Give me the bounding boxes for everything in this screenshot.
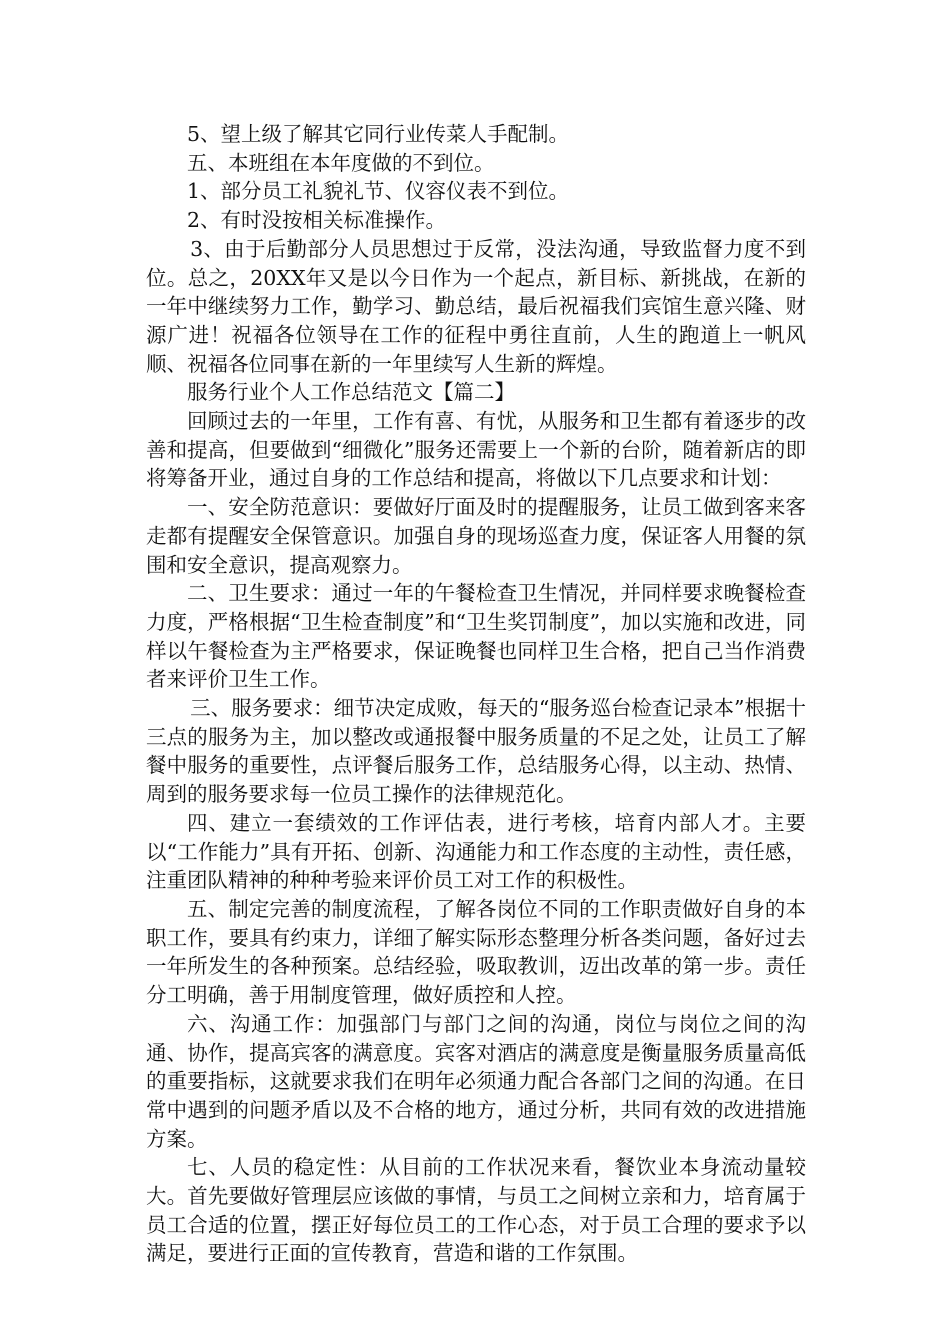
- paragraph-service: 三、服务要求：细节决定成败，每天的“服务巡台检查记录本”根据十三点的服务为主，加以整改或通报餐中服务质量的不足之处，让员工了解餐中服务的重要性，点评餐后服务工作，总结服务心得，以主动、热情、周到的服务要求每一位员工操作的法律规范化。: [146, 696, 806, 807]
- paragraph-review: 回顾过去的一年里，工作有喜、有忧，从服务和卫生都有着逐步的改善和提高，但要做到“细微化”服务还需要上一个新的台阶，随着新店的即将筹备开业，通过自身的工作总结和提高，将做以下几点要求和计划：: [146, 409, 806, 491]
- paragraph-safety: 一、安全防范意识：要做好厅面及时的提醒服务，让员工做到客来客走都有提醒安全保管意识。加强自身的现场巡查力度，保证客人用餐的氛围和安全意识，提高观察力。: [146, 495, 806, 577]
- paragraph-item-1: 1、部分员工礼貌礼节、仪容仪表不到位。: [187, 179, 570, 204]
- section-title-part-two: 服务行业个人工作总结范文【篇二】: [187, 380, 515, 405]
- paragraph-communication: 六、沟通工作：加强部门与部门之间的沟通，岗位与岗位之间的沟通、协作，提高宾客的满意度。宾客对酒店的满意度是衡量服务质量高低的重要指标，这就要求我们在明年必须通力配合各部门之间的沟通。在日常中遇到的问题矛盾以及不合格的地方，通过分析，共同有效的改进措施方案。: [146, 1011, 806, 1151]
- paragraph-staff-stability: 七、人员的稳定性：从目前的工作状况来看，餐饮业本身流动量较大。首先要做好管理层应该做的事情，与员工之间树立亲和力，培育属于员工合适的位置，摆正好每位员工的工作心态，对于员工合理的要求予以满足，要进行正面的宣传教育，营造和谐的工作氛围。: [146, 1155, 806, 1266]
- paragraph-evaluation: 四、建立一套绩效的工作评估表，进行考核，培育内部人才。主要以“工作能力”具有开拓、创新、沟通能力和工作态度的主动性，责任感，注重团队精神的种种考验来评价员工对工作的积极性。: [146, 810, 806, 893]
- paragraph-procedures: 五、制定完善的制度流程，了解各岗位不同的工作职责做好自身的本职工作，要具有约束力，详细了解实际形态整理分析各类问题，备好过去一年所发生的各种预案。总结经验，吸取教训，迈出改革的第一步。责任分工明确，善于用制度管理，做好质控和人控。: [146, 896, 806, 1008]
- paragraph-point-5: 5、望上级了解其它同行业传菜人手配制。: [187, 122, 570, 146]
- document-body: [146, 120, 806, 1268]
- paragraph-hygiene: 二、卫生要求：通过一年的午餐检查卫生情况，并同样要求晚餐检查力度，严格根据“卫生检查制度”和“卫生奖罚制度”，加以实施和改进，同样以午餐检查为主严格要求，保证晚餐也同样卫生合格，把自己当作消费者来评价卫生工作。: [146, 581, 806, 692]
- paragraph-item-3-conclusion: 3、由于后勤部分人员思想过于反常，没法沟通，导致监督力度不到位。总之，20XX年又是以今日作为一个起点，新目标、新挑战，在新的一年中继续努力工作，勤学习、勤总结，最后祝福我们宾馆生意兴隆、财源广进！祝福各位领导在工作的征程中勇往直前，人生的跑道上一帆风顺、祝福各位同事在新的一年里续写人生新的辉煌。: [146, 236, 806, 376]
- paragraph-section-5-heading: 五、本班组在本年度做的不到位。: [187, 150, 495, 175]
- paragraph-item-2: 2、有时没按相关标准操作。: [187, 208, 447, 233]
